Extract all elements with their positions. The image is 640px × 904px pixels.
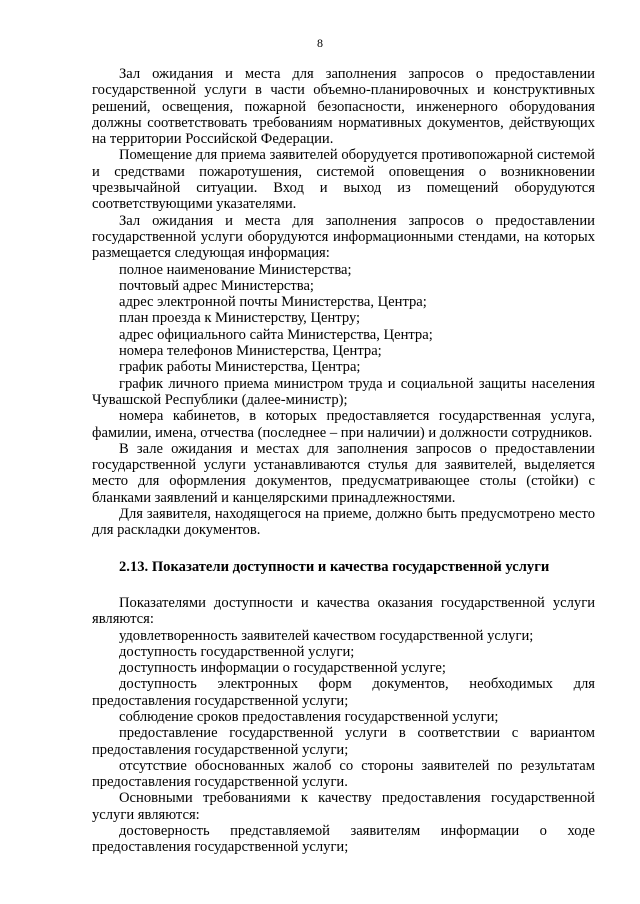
list-item: план проезда к Министерству, Центру; xyxy=(119,310,361,327)
paragraph: Основными требованиями к качеству предоставления государственной услуги являются: xyxy=(92,790,595,823)
list-item: отсутствие обоснованных жалоб со стороны заявителей по результатам предоставления государственной услуги. xyxy=(92,757,595,791)
list-item: график работы Министерства, Центра; xyxy=(119,359,361,376)
document-body xyxy=(92,66,595,856)
list-item: адрес официального сайта Министерства, Центра; xyxy=(119,326,433,343)
paragraph: Зал ожидания и места для заполнения запросов о предоставлении государственной услуги в части объемно-планировочных и конструктивных решений, освещения, пожарной безопасности, инженерного оборудования должны соответствовать требованиям нормативных документов, действующих на территории Российской Федерации. xyxy=(92,66,595,148)
paragraph: В зале ожидания и местах для заполнения запросов о предоставлении государственной услуги устанавливаются стулья для заявителей, выделяется место для оформления документов, предусматривающее столы (стойки) с бланками заявлений и канцелярскими принадлежностями. xyxy=(92,440,595,506)
list-item: номера кабинетов, в которых предоставляется государственная услуга, фамилии, имена, отчества (последнее – при наличии) и должности сотрудников. xyxy=(92,408,595,441)
page-number: 8 xyxy=(317,36,323,50)
list-item: доступность государственной услуги; xyxy=(119,643,355,660)
list-item: доступность электронных форм документов, необходимых для предоставления государственной услуги; xyxy=(92,676,595,709)
list-item: почтовый адрес Министерства; xyxy=(119,277,314,294)
list-item: предоставление государственной услуги в соответствии с вариантом предоставления государственной услуги; xyxy=(92,725,595,758)
list-item: полное наименование Министерства; xyxy=(119,261,352,278)
paragraph: Зал ожидания и места для заполнения запросов о предоставлении государственной услуги оборудуются информационными стендами, на которых размещается следующая информация: xyxy=(92,212,595,262)
list-item: соблюдение сроков предоставления государственной услуги; xyxy=(119,708,499,725)
list-item: адрес электронной почты Министерства, Центра; xyxy=(119,294,427,311)
list-item: удовлетворенность заявителей качеством государственной услуги; xyxy=(119,627,534,644)
list-item: достоверность представляемой заявителям информации о ходе предоставления государственной услуги; xyxy=(92,823,595,856)
paragraph: Помещение для приема заявителей оборудуется противопожарной системой и средствами пожаротушения, системой оповещения о возникновении чрезвычайной ситуации. Вход и выход из помещений оборудуются соответствующими указателями. xyxy=(92,147,595,213)
paragraph: Для заявителя, находящегося на приеме, должно быть предусмотрено место для раскладки документов. xyxy=(92,506,595,539)
section-heading: 2.13. Показатели доступности и качества государственной услуги xyxy=(119,558,550,575)
list-item: номера телефонов Министерства, Центра; xyxy=(119,343,382,360)
list-item: график личного приема министром труда и социальной защиты населения Чувашской Республики (далее-министр); xyxy=(92,375,595,408)
list-item: доступность информации о государственной услуге; xyxy=(119,660,446,677)
paragraph: Показателями доступности и качества оказания государственной услуги являются: xyxy=(92,594,595,628)
